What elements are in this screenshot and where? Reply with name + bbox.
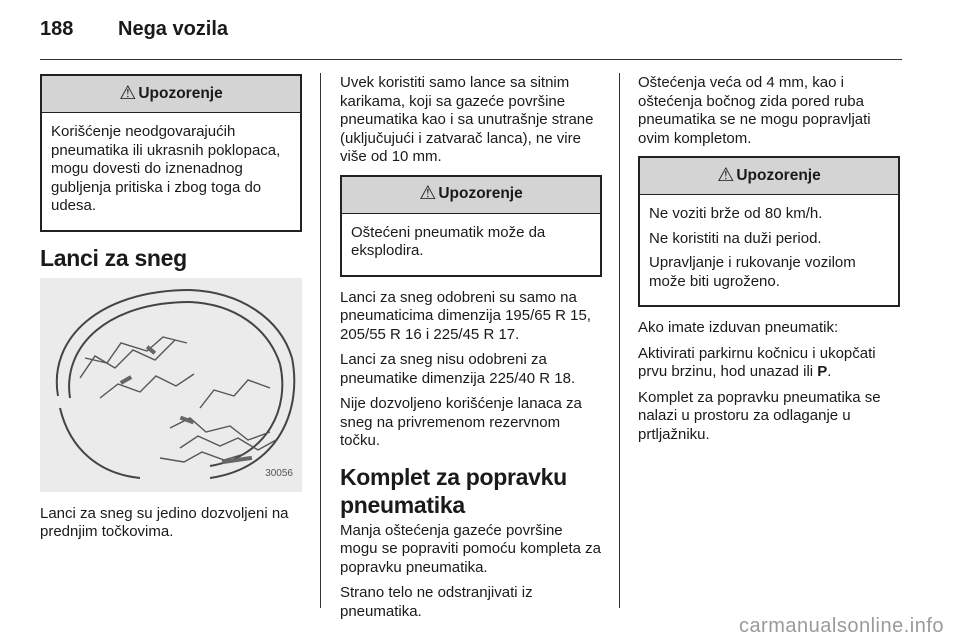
paragraph: Strano telo ne odstranjivati iz pneumatika. bbox=[340, 584, 533, 620]
paragraph: Komplet za popravku pneumatika se nalazi u prostoru za odlaganje u prtljažniku. bbox=[638, 388, 881, 443]
section-heading: Komplet za popravku pneumatika bbox=[340, 463, 567, 518]
warning-box bbox=[40, 74, 302, 232]
column-1 bbox=[40, 74, 302, 549]
column-3 bbox=[638, 74, 900, 451]
paragraph: Ako imate izduvan pneumatik: bbox=[638, 319, 839, 336]
paragraph: Lanci za sneg odobreni su samo na pneumaticima dimenzija 195/65 R 15, 205/55 R 16 i 225/45 R 17. bbox=[340, 288, 591, 343]
warning-header bbox=[42, 76, 300, 113]
warning-triangle-icon: ⚠ bbox=[717, 164, 735, 186]
page-number: 188 bbox=[40, 18, 74, 40]
paragraph: Lanci za sneg nisu odobreni za pneumatike dimenzija 225/40 R 18. bbox=[340, 351, 576, 387]
column-2 bbox=[340, 74, 602, 628]
text-run: Aktivirati parkirnu kočnicu i ukopčati prvu brzinu, hod unazad ili bbox=[638, 344, 876, 380]
gear-p-label: P bbox=[817, 363, 828, 380]
warning-text: Upravljanje i rukovanje vozilom može biti ugroženo. bbox=[649, 254, 856, 290]
column-divider bbox=[320, 73, 321, 608]
paragraph: Uvek koristiti samo lance sa sitnim karikama, koji sa gazeće površine pneumatika kao i sa unutrašnje strane (uključujući i zatvarač lanca), ne vire više od 10 mm. bbox=[340, 74, 594, 165]
paragraph: Manja oštećenja gazeće površine mogu se popraviti pomoću kompleta za popravku pneumatika. bbox=[340, 521, 601, 576]
page-header bbox=[40, 18, 228, 41]
page-title: Nega vozila bbox=[118, 18, 229, 40]
figure-code: 30056 bbox=[265, 468, 293, 479]
warning-box bbox=[638, 156, 900, 307]
watermark: carmanualsonline.info bbox=[738, 615, 944, 637]
warning-title: Upozorenje bbox=[736, 166, 821, 184]
warning-header bbox=[640, 158, 898, 195]
paragraph bbox=[638, 345, 900, 382]
header-rule bbox=[40, 59, 902, 60]
snow-chains-figure bbox=[40, 278, 302, 492]
section-heading: Lanci za sneg bbox=[40, 244, 187, 271]
snow-chains-illustration bbox=[40, 278, 302, 492]
text-run: . bbox=[827, 363, 832, 380]
warning-triangle-icon: ⚠ bbox=[119, 82, 137, 104]
paragraph: Nije dozvoljeno korišćenje lanaca za sneg na privremenom rezervnom točku. bbox=[340, 395, 582, 449]
warning-box bbox=[340, 175, 602, 277]
warning-title: Upozorenje bbox=[138, 84, 223, 102]
warning-text: Ne koristiti na duži period. bbox=[649, 229, 822, 247]
warning-header bbox=[342, 177, 600, 214]
paragraph: Oštećenja veća od 4 mm, kao i oštećenja bočnog zida pored ruba pneumatika se ne mogu popravljati ovim kompletom. bbox=[638, 74, 871, 147]
paragraph: Lanci za sneg su jedino dozvoljeni na prednjim točkovima. bbox=[40, 504, 289, 540]
warning-title: Upozorenje bbox=[438, 185, 523, 203]
warning-triangle-icon: ⚠ bbox=[419, 183, 437, 205]
column-divider bbox=[619, 73, 620, 608]
warning-text: Oštećeni pneumatik može da eksplodira. bbox=[351, 223, 546, 259]
warning-text: Ne voziti brže od 80 km/h. bbox=[649, 205, 823, 222]
warning-text: Korišćenje neodgovarajućih pneumatika ili ukrasnih poklopaca, mogu dovesti do iznenadnog gubljenja pritiska i zbog toga do udesa. bbox=[51, 123, 281, 214]
